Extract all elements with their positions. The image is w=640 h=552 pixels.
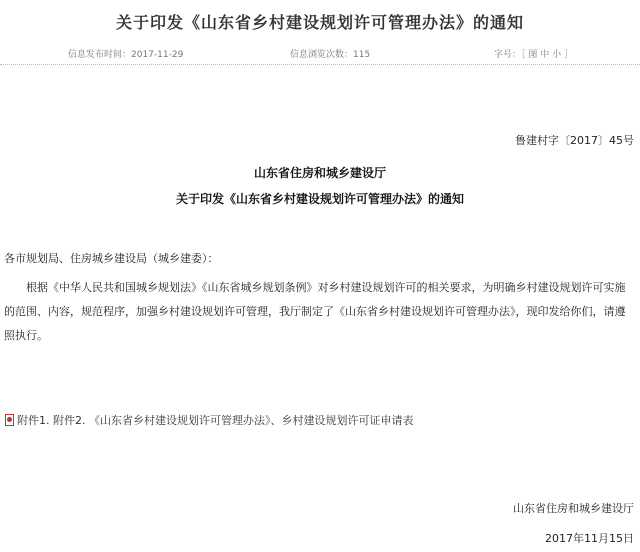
pdf-icon (4, 414, 15, 426)
notice-heading: 关于印发《山东省乡村建设规划许可管理办法》的通知 (175, 192, 464, 206)
meta-bar (0, 44, 640, 62)
body-paragraph: 根据《中华人民共和国城乡规划法》《山东省城乡规划条例》对乡村建设规划许可的相关要求，为明确乡村建设规划许可实施的范围、内容，规范程序，加强乡村建设规划许可管理，我厅制定了《山东省乡村建设规划许可管理办法》，现印发给你们，请遵照执行。 (4, 281, 626, 342)
page-title: 关于印发《山东省乡村建设规划许可管理办法》的通知 (115, 13, 524, 32)
attachment-label[interactable]: 附件1. 附件2. 《山东省乡村建设规划许可管理办法》、乡村建设规划许可证申请表 (17, 414, 414, 427)
font-size-switcher[interactable]: 字号：［ 图 中 小 ］ (494, 50, 573, 60)
view-count: 信息浏览次数：115 (290, 50, 371, 60)
sign-date: 2017年11月15日 (545, 532, 634, 545)
meta-divider (0, 64, 640, 65)
publish-time: 信息发布时间：2017-11-29 (68, 50, 184, 60)
document-number: 鲁建村字〔2017〕45号 (515, 134, 634, 147)
signature: 山东省住房和城乡建设厅 (513, 502, 634, 515)
attachment-link[interactable] (4, 412, 413, 428)
issuer-heading: 山东省住房和城乡建设厅 (253, 166, 386, 180)
salutation: 各市规划局、住房城乡建设局（城乡建委）： (4, 252, 219, 265)
